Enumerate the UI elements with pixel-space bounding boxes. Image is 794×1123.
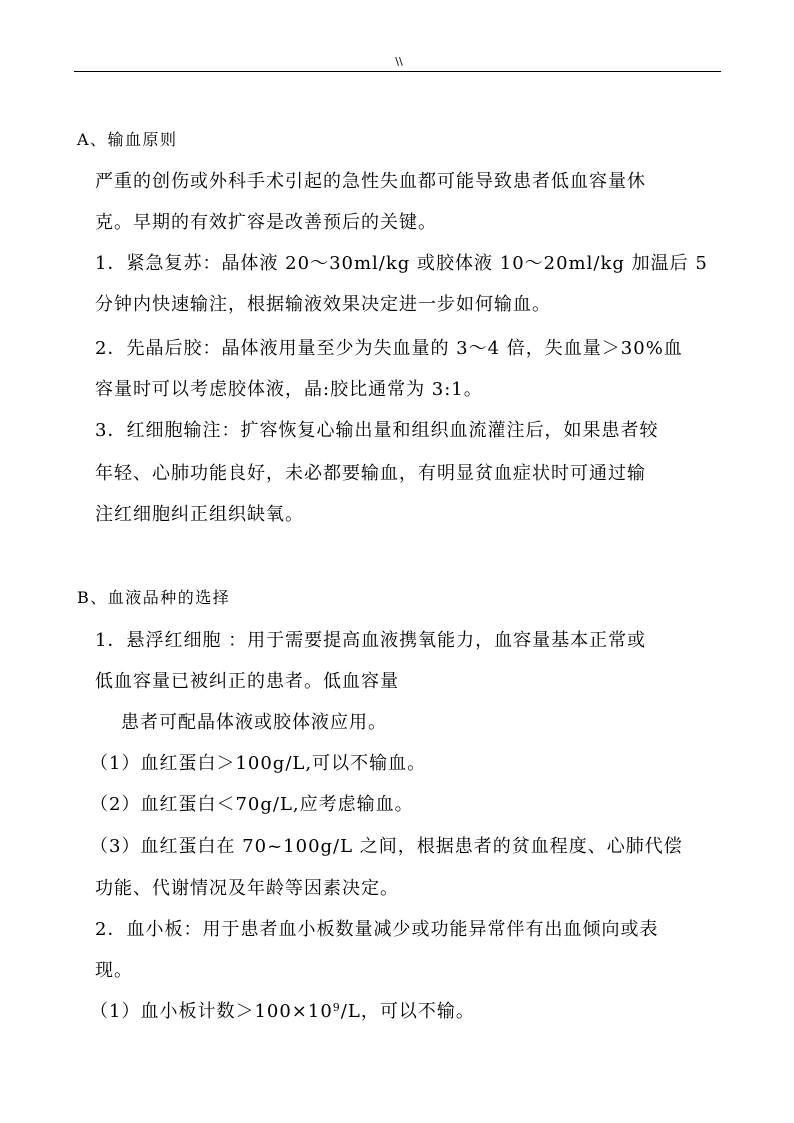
section-a-item-1-line-1: 1．紧急复苏：晶体液 20～30ml/kg 或胶体液 10～20ml/kg 加温后 5 <box>95 253 708 274</box>
platelet-sub-1 <box>90 1000 475 1024</box>
section-a-item-1-line-2: 分钟内快速输注，根据输液效果决定进一步如何输血。 <box>95 294 551 315</box>
section-a-item-3-line-1: 3．红细胞输注：扩容恢复心输出量和组织血流灌注后，如果患者较 <box>95 420 659 441</box>
section-a-item-3-line-2: 年轻、心肺功能良好，未必都要输血，有明显贫血症状时可通过输 <box>95 463 646 484</box>
section-b-sub-3-line-1: （3）血红蛋白在 70~100g/L 之间，根据患者的贫血程度、心肺代偿 <box>90 836 683 857</box>
section-a-intro-line-2: 克。早期的有效扩容是改善预后的关键。 <box>95 212 437 233</box>
section-b-sub-1: （1）血红蛋白＞100g/L,可以不输血。 <box>90 753 427 774</box>
section-b-item-1-line-2: 低血容量已被纠正的患者。低血容量 <box>95 671 399 692</box>
section-b-item-1-line-3: 患者可配晶体液或胶体液应用。 <box>121 712 387 733</box>
section-a-item-3-line-3: 注红细胞纠正组织缺氧。 <box>95 504 304 525</box>
section-b-item-2-line-1: 2．血小板：用于患者血小板数量减少或功能异常伴有出血倾向或表 <box>95 919 659 940</box>
platelet-sub-1-text: （1）血小板计数＞100×10 <box>90 1001 333 1022</box>
platelet-sub-1-unit: /L，可以不输。 <box>340 1001 475 1022</box>
section-a-intro-line-1: 严重的创伤或外科手术引起的急性失血都可能导致患者低血容量休 <box>95 171 646 192</box>
section-b-heading: B、血液品种的选择 <box>77 588 231 607</box>
header-rule <box>74 71 721 72</box>
section-a-item-2-line-1: 2．先晶后胶：晶体液用量至少为失血量的 3～4 倍，失血量＞30%血 <box>95 338 683 359</box>
section-a-heading: A、输血原则 <box>77 130 178 149</box>
page-header-mark: \\ <box>395 55 403 68</box>
section-b-item-2-line-2: 现。 <box>95 960 133 981</box>
platelet-exponent: 9 <box>332 1001 341 1014</box>
section-b-item-1-line-1: 1．悬浮红细胞 ：用于需要提高血液携氧能力，血容量基本正常或 <box>95 630 647 651</box>
section-b-sub-2: （2）血红蛋白＜70g/L,应考虑输血。 <box>90 794 414 815</box>
section-b-sub-3-line-2: 功能、代谢情况及年龄等因素决定。 <box>95 878 399 899</box>
section-a-item-2-line-2: 容量时可以考虑胶体液，晶:胶比通常为 3:1。 <box>95 379 483 400</box>
